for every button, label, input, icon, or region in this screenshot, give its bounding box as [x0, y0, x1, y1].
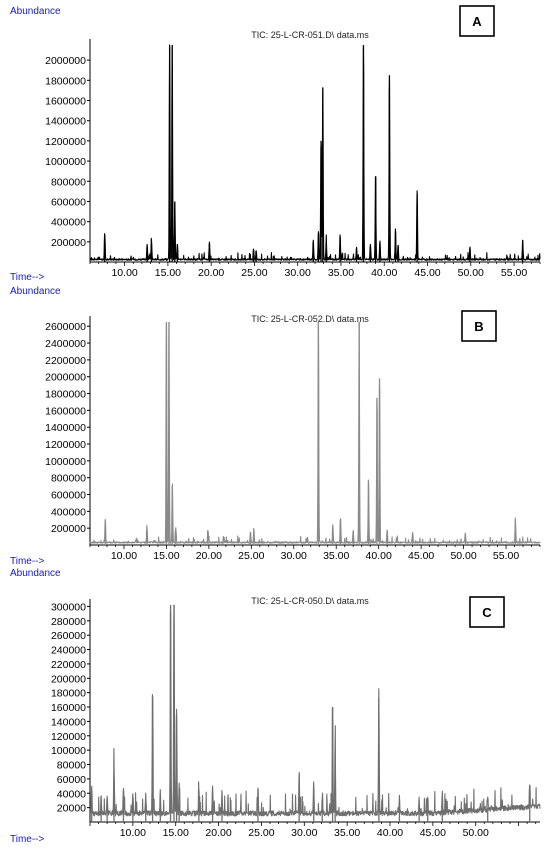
y-tick-label: 600000 — [50, 489, 86, 502]
y-tick-label: 280000 — [50, 615, 86, 628]
x-axis-label: Time--> — [10, 272, 45, 283]
tic-trace — [90, 45, 540, 260]
y-tick-label: 2200000 — [45, 354, 86, 367]
panel-label: B — [474, 319, 484, 334]
y-tick-label: 800000 — [50, 472, 86, 485]
chromatogram-panel-a — [10, 6, 540, 283]
chart-title: TIC: 25-L-CR-050.D\ data.ms — [251, 596, 369, 606]
y-tick-label: 2000000 — [45, 371, 86, 384]
y-tick-label: 100000 — [50, 745, 86, 758]
x-tick-label: 20.00 — [198, 267, 225, 279]
x-tick-label: 35.00 — [334, 827, 361, 839]
y-axis-label: Abundance — [10, 568, 61, 579]
x-tick-label: 50.00 — [457, 267, 484, 279]
panel-label: C — [482, 605, 492, 620]
y-tick-label: 160000 — [50, 702, 86, 715]
x-tick-label: 55.00 — [492, 550, 520, 562]
x-tick-label: 45.00 — [407, 550, 435, 562]
chromatogram-panel-b — [10, 286, 540, 567]
y-tick-label: 1000000 — [45, 455, 86, 468]
y-tick-label: 120000 — [50, 730, 86, 743]
x-tick-label: 25.00 — [238, 550, 265, 562]
y-tick-label: 80000 — [56, 759, 86, 772]
y-tick-label: 1600000 — [45, 95, 86, 108]
x-tick-label: 40.00 — [365, 550, 392, 562]
panel-label: A — [472, 14, 482, 29]
y-tick-label: 40000 — [56, 788, 86, 801]
y-tick-label: 2000000 — [45, 55, 86, 68]
x-tick-label: 10.00 — [119, 827, 146, 839]
x-tick-label: 40.00 — [376, 827, 404, 839]
y-tick-label: 1800000 — [45, 388, 86, 401]
x-tick-label: 20.00 — [195, 550, 223, 562]
y-axis-label: Abundance — [10, 286, 61, 297]
x-tick-label: 40.00 — [371, 267, 398, 279]
x-tick-label: 45.00 — [419, 827, 446, 839]
y-tick-label: 200000 — [50, 673, 86, 686]
y-tick-label: 200000 — [50, 236, 86, 249]
x-tick-label: 45.00 — [414, 267, 441, 279]
x-tick-label: 30.00 — [291, 827, 318, 839]
y-tick-label: 1200000 — [45, 439, 86, 452]
x-tick-label: 15.00 — [153, 550, 180, 562]
y-tick-label: 20000 — [56, 802, 86, 815]
y-tick-label: 400000 — [50, 506, 86, 519]
x-tick-label: 10.00 — [110, 550, 138, 562]
y-tick-label: 60000 — [56, 773, 86, 786]
y-tick-label: 200000 — [50, 523, 86, 536]
y-tick-label: 1800000 — [45, 75, 86, 88]
y-tick-label: 2400000 — [45, 338, 86, 351]
x-tick-label: 10.00 — [111, 267, 138, 279]
chart-title: TIC: 25-L-CR-052.D\ data.ms — [251, 314, 369, 324]
x-tick-label: 30.00 — [280, 550, 307, 562]
x-tick-label: 50.00 — [450, 550, 477, 562]
y-tick-label: 300000 — [50, 601, 86, 614]
x-tick-label: 35.00 — [327, 267, 355, 279]
y-tick-label: 1200000 — [45, 135, 86, 148]
y-tick-label: 1400000 — [45, 422, 86, 435]
y-tick-label: 180000 — [50, 687, 86, 700]
y-tick-label: 220000 — [50, 658, 86, 671]
tic-trace — [90, 322, 540, 543]
y-tick-label: 260000 — [50, 630, 86, 643]
y-tick-label: 2600000 — [45, 321, 86, 334]
y-tick-label: 600000 — [50, 196, 86, 209]
tic-trace — [90, 605, 540, 816]
y-tick-label: 1600000 — [45, 405, 86, 418]
x-tick-label: 15.00 — [154, 267, 182, 279]
chromatogram-panel-c — [10, 568, 540, 845]
x-tick-label: 50.00 — [462, 827, 489, 839]
x-tick-label: 35.00 — [323, 550, 350, 562]
x-tick-label: 55.00 — [500, 267, 528, 279]
x-axis-label: Time--> — [10, 556, 45, 567]
y-tick-label: 140000 — [50, 716, 86, 729]
panel-label-box — [470, 597, 504, 627]
x-tick-label: 30.00 — [284, 267, 311, 279]
x-tick-label: 25.00 — [241, 267, 268, 279]
y-tick-label: 1400000 — [45, 115, 86, 128]
panel-label-box — [460, 6, 494, 36]
y-tick-label: 800000 — [50, 176, 86, 189]
x-tick-label: 20.00 — [205, 827, 232, 839]
x-axis-label: Time--> — [10, 834, 45, 845]
x-tick-label: 15.00 — [162, 827, 189, 839]
panel-label-box — [462, 311, 496, 341]
chart-title: TIC: 25-L-CR-051.D\ data.ms — [251, 30, 369, 40]
x-tick-label: 25.00 — [248, 827, 275, 839]
y-tick-label: 240000 — [50, 644, 86, 657]
y-axis-label: Abundance — [10, 6, 61, 17]
y-tick-label: 400000 — [50, 216, 86, 229]
y-tick-label: 1000000 — [45, 156, 86, 169]
